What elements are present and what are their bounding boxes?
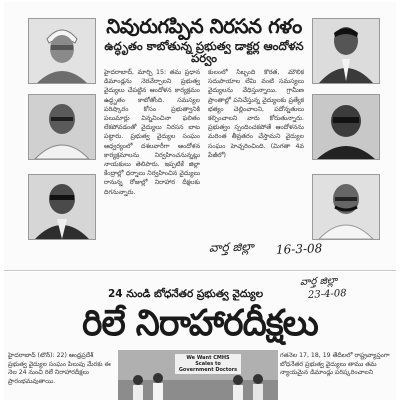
article-column-right bbox=[208, 68, 304, 230]
handwritten-date: 16-3-08 bbox=[275, 241, 323, 257]
newspaper-clipping-top bbox=[4, 2, 396, 271]
headline: నివురుగప్పిన నిరసన గళం bbox=[106, 14, 302, 38]
kicker-headline: 24 నుండి బోధనేతర ప్రభుత్వ వైద్యుల bbox=[108, 288, 264, 300]
portrait-photo bbox=[312, 18, 380, 84]
portrait-photo bbox=[312, 174, 380, 240]
banner-headline: రిలే నిరాహారదీక్షలు bbox=[82, 303, 318, 344]
portrait-photo bbox=[312, 94, 380, 160]
subheadline: ఉద్ధృతం కాబోతున్న ప్రభుత్వ డాక్టర్ల ఆందోళన పర్వం bbox=[104, 39, 304, 66]
portrait-photo bbox=[28, 94, 96, 160]
article-column-left: హైదరాబాద్ (టౌన్): 22) ఆంధ్రప్రదేశ్ ప్రభుత్వ వైద్యుల సంఘం పిలుపు మేరకు ఈ నెల 24 నుంచి రిలే నిరాహారదీక్షలు ప్రారంభమవుతాయి. bbox=[8, 352, 111, 385]
handwritten-date: 23-4-08 bbox=[307, 287, 347, 302]
portrait-photo bbox=[28, 174, 96, 240]
portrait-photo bbox=[28, 18, 96, 84]
article-column-left bbox=[104, 68, 200, 230]
protest-banner-text: We Want CMHS Scales to Government Doctors bbox=[175, 354, 241, 374]
article-text: హైదరాబాద్, మార్చి 15: తమ ప్రధాన డిమాండ్లను నెరవేర్చాలని ప్రభుత్వ వైద్యులు చేపట్టిన ఆందోళన కార్యక్రమం ఉద్ధృతం కాబోతోంది. సమస్యల పరిష్కారం కోసం ప్రభుత్వానికి పలుమార్లు విన్నవించినా ఫలితం లేకపోవడంతో వైద్యులు నిరసన బాట పట్టారు. ప్రభుత్వ వైద్యుల సంఘం ఆధ్వర్యంలో దశలవారీగా ఆందోళన కార్యక్రమాలను నిర్వహించనున్నట్లు నాయకులు తెలిపారు. ఇప్పటికే జిల్లా కేంద్రాల్లో ధర్నాలు నిర్వహించిన వైద్యులు రానున్న రోజుల్లో నిరాహార దీక్షలకు దిగనున్నారు. bbox=[104, 69, 200, 196]
article-text: కులంలో సిబ్బంది కొరత, మౌలిక సదుపాయాల లేమి వంటి సమస్యలు వైద్యులను వేధిస్తున్నాయి. గ్రామీణ ప్రాంతాల్లో పనిచేస్తున్న వైద్యులకు ప్రత్యేక భత్యం చెల్లించాలని, పదోన్నతులు కల్పించాలని వారు కోరుతున్నారు. ప్రభుత్వం స్పందించకపోతే ఆందోళనను మరింత తీవ్రతరం చేస్తామని వైద్యుల సంఘం హెచ్చరించింది. (మిగతా 4వ పేజీలో) bbox=[208, 69, 304, 159]
handwritten-source-label: వార్త జిల్లా bbox=[299, 275, 338, 288]
handwritten-source-label: వార్త జిల్లా bbox=[208, 239, 255, 255]
article-column-right: గతనెల 17, 18, 19 తేదీలలో రాష్ట్రవ్యాప్తంగా బోధనేతర ప్రభుత్వ వైద్యులు తాము తమ న్యాయమైన డిమాండ్లు పరిష్కరించాలని bbox=[280, 352, 390, 377]
